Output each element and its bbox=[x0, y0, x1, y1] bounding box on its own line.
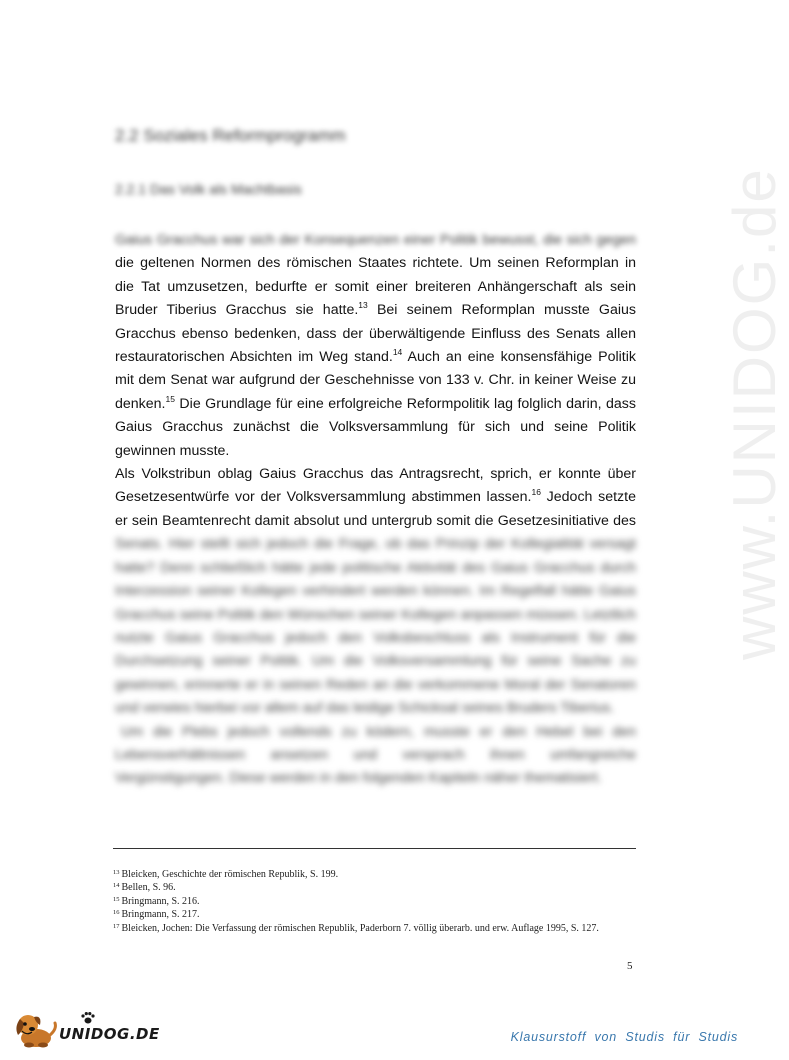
footnote-text: Bellen, S. 96. bbox=[121, 882, 176, 894]
footnote-list bbox=[113, 868, 636, 935]
subsection-heading: 2.2.1 Das Volk als Machtbasis bbox=[115, 181, 302, 197]
dog-mascot-icon bbox=[12, 1011, 58, 1049]
paw-print-icon bbox=[80, 1011, 96, 1025]
body-text bbox=[115, 229, 636, 791]
footnote-ref: 16 bbox=[531, 487, 541, 498]
page-number: 5 bbox=[627, 960, 633, 972]
tagline-word: Studis bbox=[625, 1030, 665, 1044]
footnote-ref: 15 bbox=[165, 393, 175, 404]
footnote-divider bbox=[113, 848, 636, 849]
footnote-item bbox=[113, 881, 636, 894]
tagline-word: für bbox=[673, 1030, 691, 1044]
footnote-number: 14 bbox=[113, 882, 120, 890]
tagline-word: Studis bbox=[698, 1030, 738, 1044]
footnote-text: Bleicken, Geschichte der römischen Republik, S. 199. bbox=[121, 869, 339, 880]
text-segment: Auch an eine konsensfähige Politik mit dem Senat war aufgrund der Geschehnisse von 133 v. Chr. in keiner Weise zu denken. bbox=[115, 349, 636, 412]
footnote-number: 15 bbox=[113, 895, 120, 903]
footnote-item bbox=[113, 922, 636, 935]
tagline bbox=[511, 1030, 738, 1044]
footnote-ref: 14 bbox=[392, 347, 403, 358]
unidog-logo[interactable] bbox=[12, 1011, 172, 1051]
tagline-word: von bbox=[594, 1030, 618, 1044]
footnote-item bbox=[113, 895, 636, 908]
text-segment: Bei seinem Reformplan musste Gaius Gracchus ebenso bedenken, dass der überwältigende Einfluss des Senats allen restauratorischen Absichten im Weg stand. bbox=[115, 302, 636, 366]
blurred-text: Senats. Hier stellt sich jedoch die Frage, ob das Prinzip der Kollegialität versagt hatte? Denn schließlich hätte jede politische Aktivität des Gaius Gracchus durch Interzession seiner Kollegen verhindert werden können. Im Regelfall hätte Gaius Gracchus seine Politik den Wünschen seiner Kollegen anpassen müssen. Letztlich nutzte Gaius Gracchus jedoch den Volksbeschluss als Instrument für die Durchsetzung seiner Politik. Um die Volksversammlung für seine Sache zu gewinnen, erinnerte er in seinen Reden an die verkommene Moral der Senatoren und verwies hierbei vor allem auf das leidige Schicksal seines Bruders Tiberius. bbox=[115, 536, 636, 717]
footnote-ref: 13 bbox=[358, 300, 368, 311]
footnote-text: Bleicken, Jochen: Die Verfassung der römischen Republik, Paderborn 7. völlig überarb. und erw. Auflage 1995, S. 127. bbox=[121, 922, 599, 934]
footnote-text: Bringmann, S. 217. bbox=[121, 909, 200, 921]
section-heading: 2.2 Soziales Reformprogramm bbox=[115, 126, 346, 145]
paragraph-3: Um die Plebs jedoch vollends zu ködern, musste er den Hebel bei den Lebensverhältnissen ansetzen und versprach ihnen umfangreiche Vergünstigungen. Diese werden in den folgenden Kapiteln näher thematisiert. bbox=[115, 723, 636, 787]
footnote-number: 13 bbox=[113, 869, 120, 876]
watermark-text: www.UNIDOG.de bbox=[721, 167, 788, 660]
text-segment: Die Grundlage für eine erfolgreiche Reformpolitik lag folglich darin, dass Gaius Gracchus zunächst die Volksversammlung für sich und seine Politik gewinnen musste. bbox=[115, 395, 636, 459]
text-segment: die geltenen Normen des römischen Staates richtete. Um seinen Reformplan in die Tat umzusetzen, bedurfte er somit einer breiteren Anhängerschaft als sein Bruder Tiberius Gracchus sie hatte. bbox=[115, 255, 636, 319]
tagline-word: Klausurstoff bbox=[510, 1030, 587, 1044]
footnote-item bbox=[113, 868, 636, 881]
text-segment: Jedoch setzte er sein Beamtenrecht damit absolut und untergrub somit die Gesetzesinitiative des bbox=[115, 489, 636, 529]
paragraph-2 bbox=[115, 463, 636, 720]
footnote-item bbox=[113, 908, 636, 921]
footnote-text: Bringmann, S. 216. bbox=[121, 895, 200, 907]
blurred-text: Gaius Gracchus war sich der Konsequenzen einer Politik bewusst, die sich gegen bbox=[115, 232, 636, 248]
text-segment: Als Volkstribun oblag Gaius Gracchus das Antragsrecht, sprich, er konnte über Gesetzesentwürfe vor der Volksversammlung abstimmen lassen. bbox=[115, 466, 636, 506]
footnote-number: 17 bbox=[113, 922, 120, 930]
paragraph-1 bbox=[115, 229, 636, 463]
logo-text: UNIDOG.DE bbox=[59, 1025, 160, 1043]
footnote-number: 16 bbox=[113, 909, 120, 917]
